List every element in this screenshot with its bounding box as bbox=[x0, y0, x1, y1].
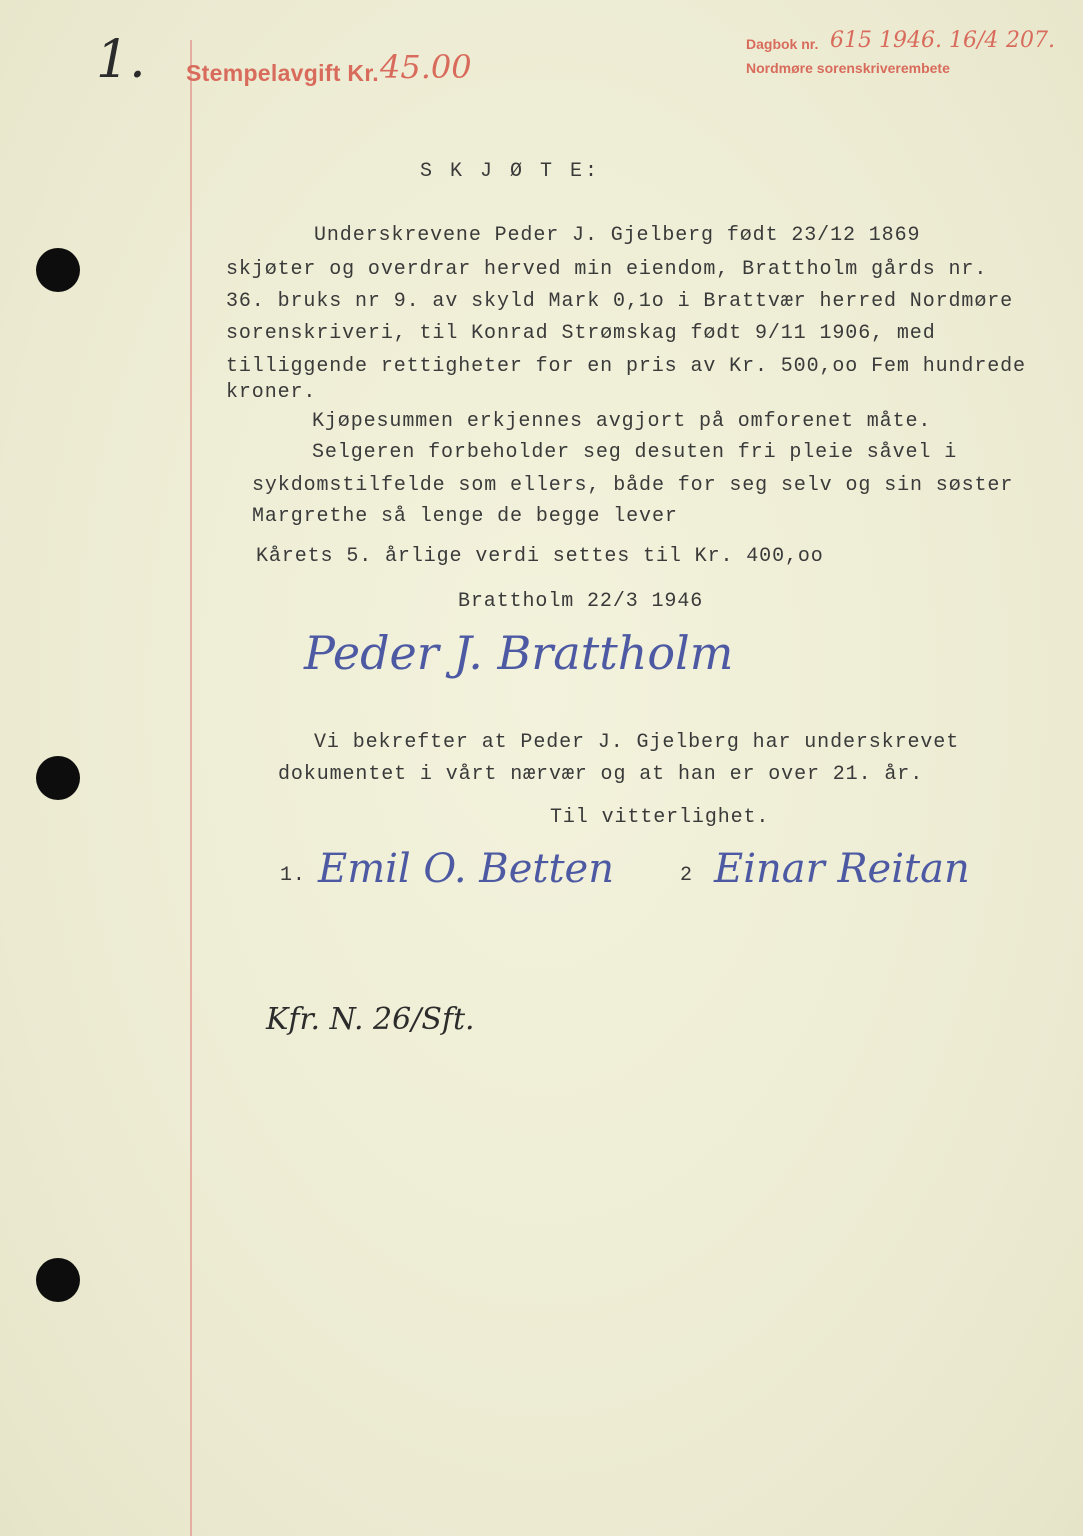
margin-rule bbox=[190, 40, 192, 1536]
body-line: Margrethe så lenge de begge lever bbox=[252, 505, 678, 528]
handwritten-annotation: Kfr. N. 26/Sft. bbox=[266, 1002, 475, 1037]
witness-1-signature: Emil O. Betten bbox=[318, 846, 614, 892]
document-title: S K J Ø T E: bbox=[420, 160, 601, 183]
body-line: Kjøpesummen erkjennes avgjort på omforenet måte. bbox=[312, 410, 932, 433]
body-line: skjøter og overdrar herved min eiendom, Brattholm gårds nr. bbox=[226, 258, 988, 281]
witness-statement-line: Vi bekrefter at Peder J. Gjelberg har underskrevet bbox=[314, 731, 960, 754]
witness-heading: Til vitterlighet. bbox=[550, 806, 770, 829]
journal-entry: 615 1946. 16/4 bbox=[830, 28, 999, 53]
witness-1-number: 1. bbox=[280, 864, 306, 887]
faded-watermark bbox=[420, 930, 840, 1210]
witness-statement-line: dokumentet i vårt nærvær og at han er over 21. år. bbox=[278, 763, 924, 786]
folio-number: 207. bbox=[1006, 28, 1055, 53]
body-line: Kårets 5. årlige verdi settes til Kr. 400,oo bbox=[256, 545, 824, 568]
punch-hole-top bbox=[36, 248, 80, 292]
body-line: Underskrevene Peder J. Gjelberg født 23/12 1869 bbox=[314, 224, 921, 247]
body-line: sykdomstilfelde som ellers, både for seg selv og sin søster bbox=[252, 474, 1014, 497]
body-line: 36. bruks nr 9. av skyld Mark 0,1o i Brattvær herred Nordmøre bbox=[226, 290, 1014, 313]
journal-office: Nordmøre sorenskriverembete bbox=[746, 60, 950, 76]
stamp-duty-label: Stempelavgift Kr. bbox=[186, 60, 379, 86]
body-line: Selgeren forbeholder seg desuten fri pleie såvel i bbox=[312, 441, 958, 464]
witness-2-signature: Einar Reitan bbox=[714, 846, 970, 892]
page-number: 1. bbox=[96, 30, 146, 90]
body-line: tilliggende rettigheter for en pris av Kr. 500,oo Fem hundrede bbox=[226, 355, 1026, 378]
seller-signature: Peder J. Brattholm bbox=[304, 626, 734, 680]
body-line: sorenskriveri, til Konrad Strømskag født 9/11 1906, med bbox=[226, 322, 936, 345]
punch-hole-bottom bbox=[36, 1258, 80, 1302]
body-line: kroner. bbox=[226, 381, 317, 404]
place-date: Brattholm 22/3 1946 bbox=[458, 590, 704, 613]
witness-2-number: 2 bbox=[680, 864, 693, 887]
punch-hole-middle bbox=[36, 756, 80, 800]
journal-label: Dagbok nr. bbox=[746, 36, 819, 52]
stamp-duty-amount: 45.00 bbox=[380, 48, 472, 86]
